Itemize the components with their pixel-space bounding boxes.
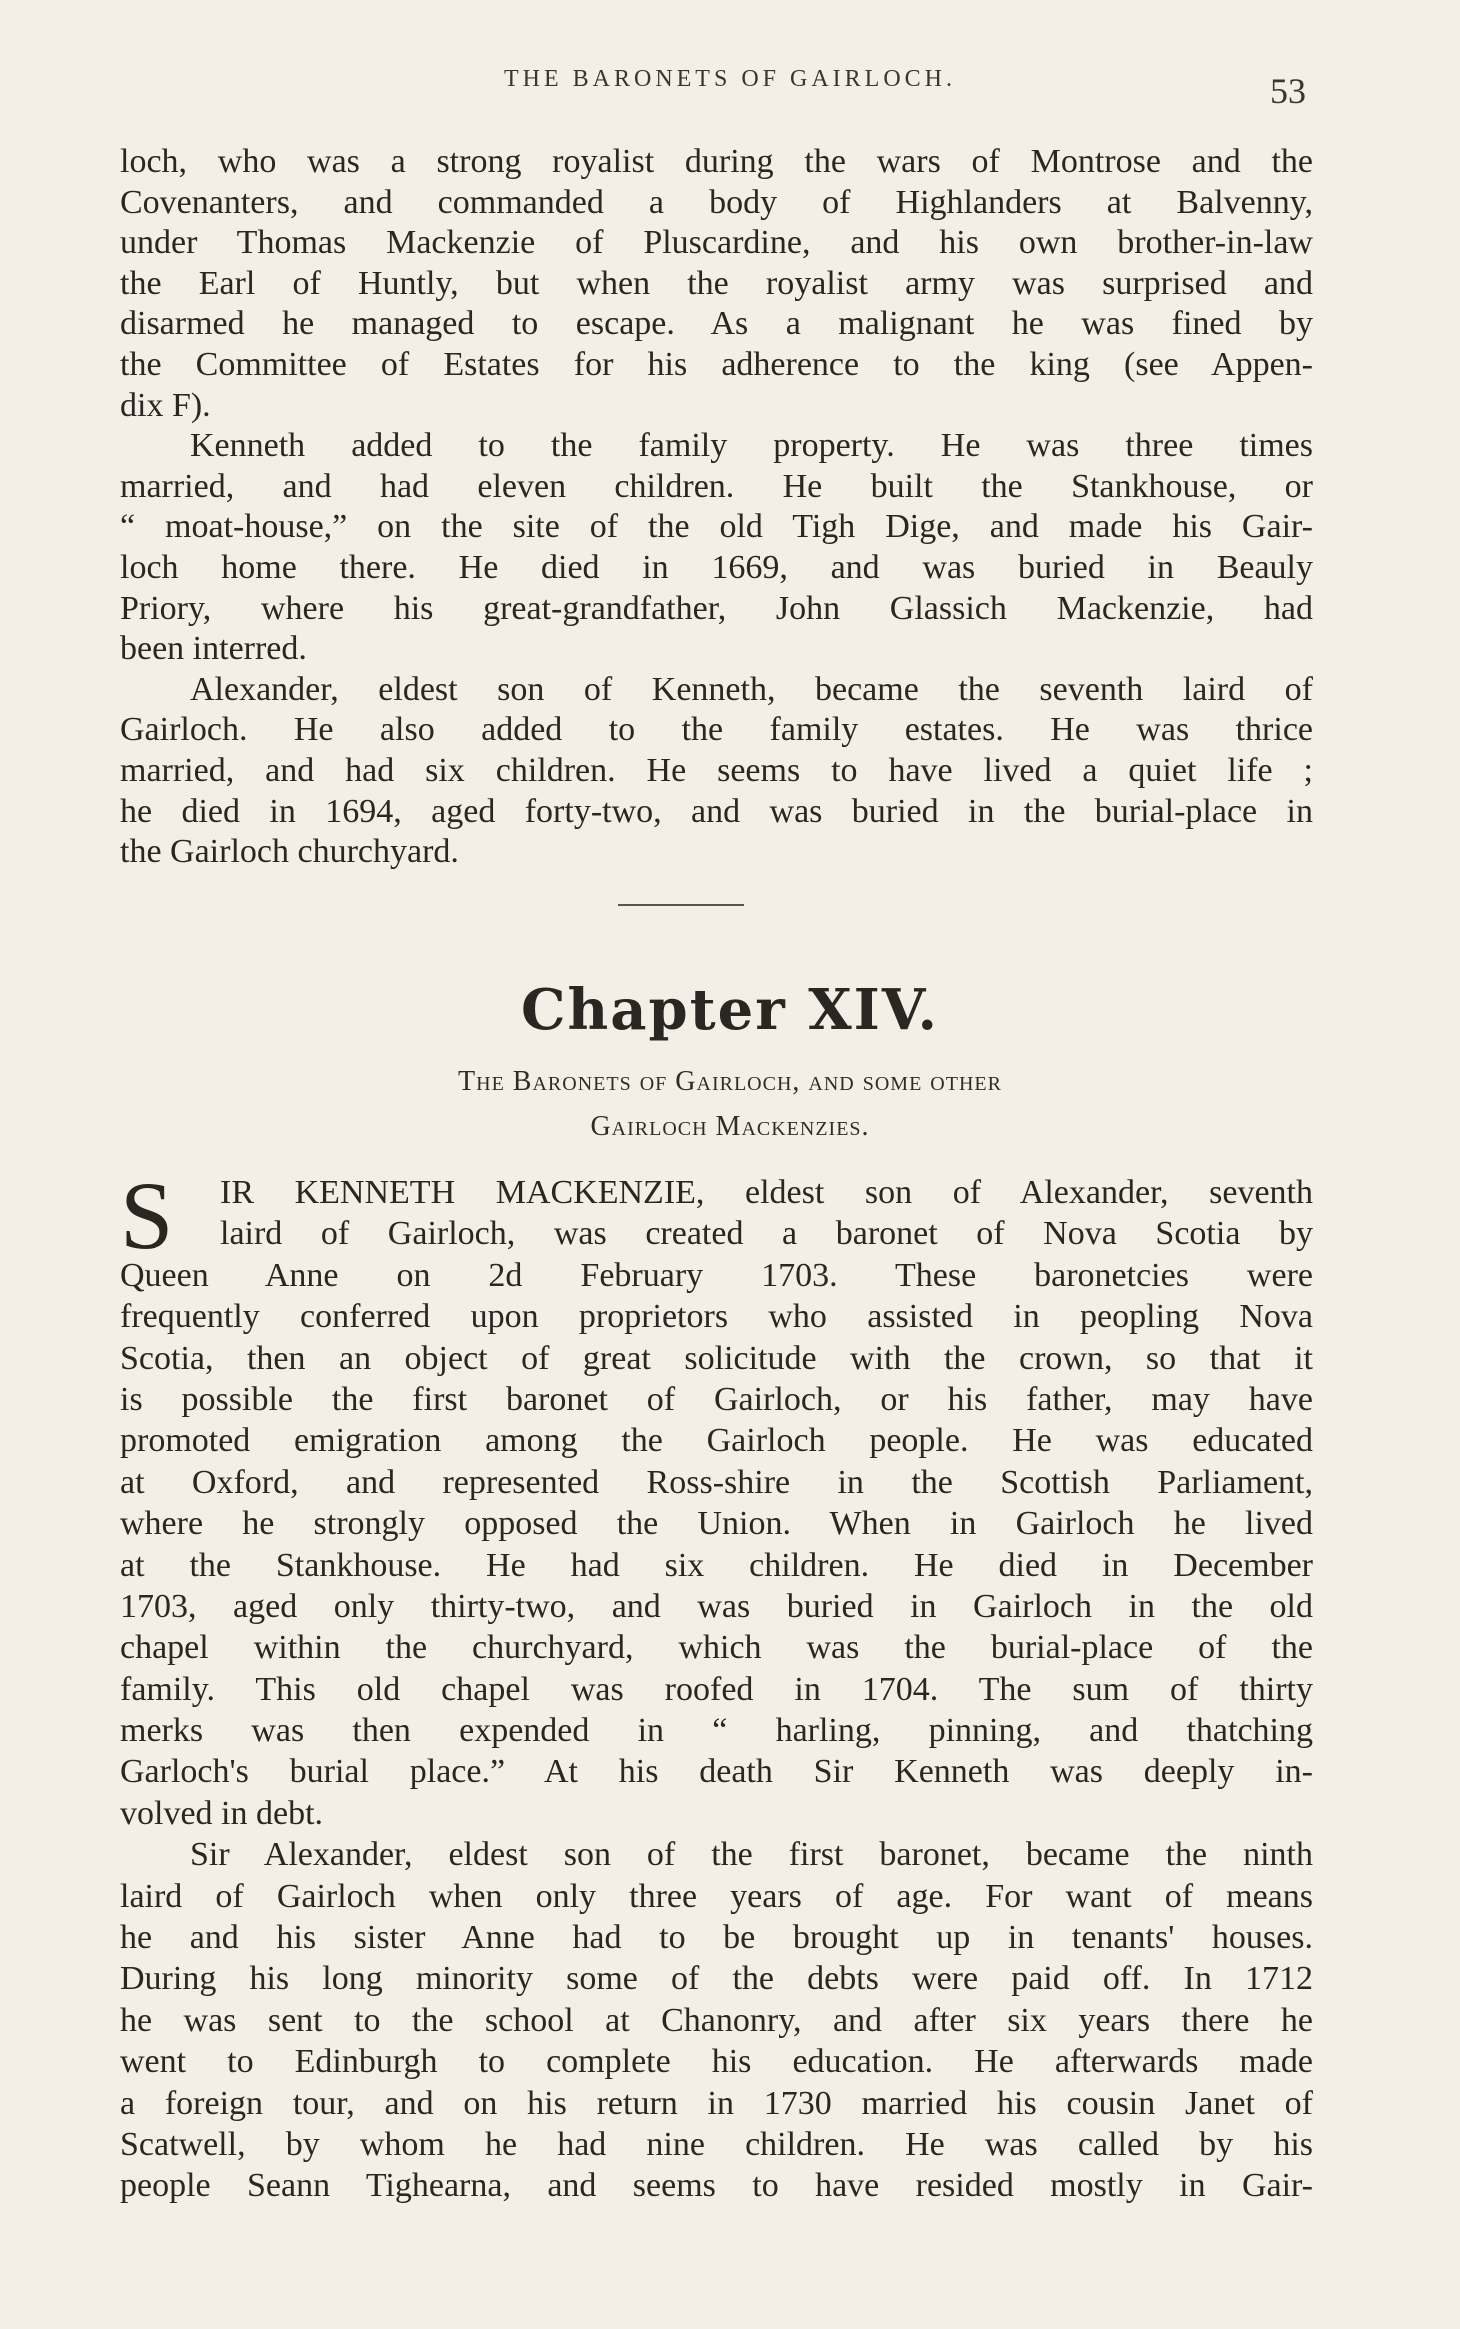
text-line: been interred.	[120, 630, 307, 668]
text-line: where he strongly opposed the Union. When in Gairloch he lived	[120, 1505, 1313, 1543]
text-block-top	[120, 142, 1313, 873]
text-line: promoted emigration among the Gairloch people. He was educated	[120, 1422, 1313, 1460]
text-line: went to Edinburgh to complete his education. He afterwards made	[120, 2043, 1313, 2081]
text-line: is possible the first baronet of Gairloch, or his father, may have	[120, 1380, 1313, 1418]
running-title: THE BARONETS OF GAIRLOCH.	[503, 66, 956, 92]
text-line: volved in debt.	[120, 1794, 324, 1832]
text-line: Alexander, eldest son of Kenneth, became the seventh laird of	[190, 670, 1313, 708]
chapter-subtitle: The Baronets of Gairloch, and some other	[458, 1066, 1002, 1097]
text-line: he and his sister Anne had to be brought up in tenants' houses.	[120, 1919, 1313, 1957]
text-line: Garloch's burial place.” At his death Sir Kenneth was deeply in-	[120, 1753, 1313, 1791]
text-line: frequently conferred upon proprietors who assisted in peopling Nova	[120, 1298, 1313, 1336]
text-line: dix F).	[120, 386, 211, 424]
text-line: he was sent to the school at Chanonry, and after six years there he	[120, 2001, 1313, 2039]
text-line: loch, who was a strong royalist during the wars of Montrose and the	[120, 143, 1313, 180]
text-line: Priory, where his great-grandfather, John Glassich Mackenzie, had	[120, 589, 1313, 627]
chapter-subtitle: Gairloch Mackenzies.	[590, 1111, 870, 1142]
text-line: IR KENNETH MACKENZIE, eldest son of Alexander, seventh	[220, 1174, 1313, 1211]
text-line: a foreign tour, and on his return in 1730 married his cousin Janet of	[120, 2084, 1313, 2122]
chapter-title: Chapter XIV.	[520, 977, 940, 1043]
text-line: the Committee of Estates for his adherence to the king (see Appen-	[120, 345, 1313, 383]
drop-cap: S	[120, 1162, 174, 1269]
text-line: the Earl of Huntly, but when the royalist army was surprised and	[120, 264, 1313, 302]
text-line: people Seann Tighearna, and seems to have resided mostly in Gair-	[120, 2167, 1313, 2205]
text-line: laird of Gairloch, was created a baronet of Nova Scotia by	[220, 1215, 1313, 1253]
text-line: at the Stankhouse. He had six children. He died in December	[120, 1546, 1313, 1584]
text-line: at Oxford, and represented Ross-shire in the Scottish Parliament,	[120, 1463, 1313, 1501]
text-line: the Gairloch churchyard.	[120, 833, 459, 871]
text-line: “ moat-house,” on the site of the old Tigh Dige, and made his Gair-	[120, 508, 1313, 546]
text-line: Scotia, then an object of great solicitude with the crown, so that it	[120, 1339, 1313, 1377]
text-line: chapel within the churchyard, which was the burial-place of the	[120, 1629, 1313, 1667]
text-block-chapter	[120, 1162, 1313, 2207]
text-line: Kenneth added to the family property. He was three times	[190, 427, 1313, 465]
page-number: 53	[1270, 71, 1306, 111]
text-line: merks was then expended in “ harling, pinning, and thatching	[120, 1712, 1313, 1750]
text-line: Scatwell, by whom he had nine children. He was called by his	[120, 2125, 1313, 2163]
text-line: married, and had eleven children. He built the Stankhouse, or	[120, 467, 1313, 505]
section-divider	[618, 904, 744, 906]
text-line: 1703, aged only thirty-two, and was buried in Gairloch in the old	[120, 1587, 1313, 1625]
text-line: Covenanters, and commanded a body of Highlanders at Balvenny,	[120, 183, 1313, 221]
text-line: laird of Gairloch when only three years of age. For want of means	[120, 1877, 1313, 1915]
text-line: family. This old chapel was roofed in 1704. The sum of thirty	[120, 1670, 1313, 1708]
text-line: Gairloch. He also added to the family estates. He was thrice	[120, 711, 1313, 749]
text-line: loch home there. He died in 1669, and was buried in Beauly	[120, 548, 1313, 586]
text-line: Queen Anne on 2d February 1703. These baronetcies were	[120, 1256, 1313, 1294]
text-line: During his long minority some of the debts were paid off. In 1712	[120, 1960, 1313, 1998]
text-line: married, and had six children. He seems to have lived a quiet life ;	[120, 751, 1313, 789]
text-line: he died in 1694, aged forty-two, and was buried in the burial-place in	[120, 792, 1313, 830]
text-line: disarmed he managed to escape. As a malignant he was fined by	[120, 305, 1313, 343]
text-line: under Thomas Mackenzie of Pluscardine, and his own brother-in-law	[120, 224, 1313, 262]
text-line: Sir Alexander, eldest son of the first baronet, became the ninth	[190, 1836, 1313, 1874]
